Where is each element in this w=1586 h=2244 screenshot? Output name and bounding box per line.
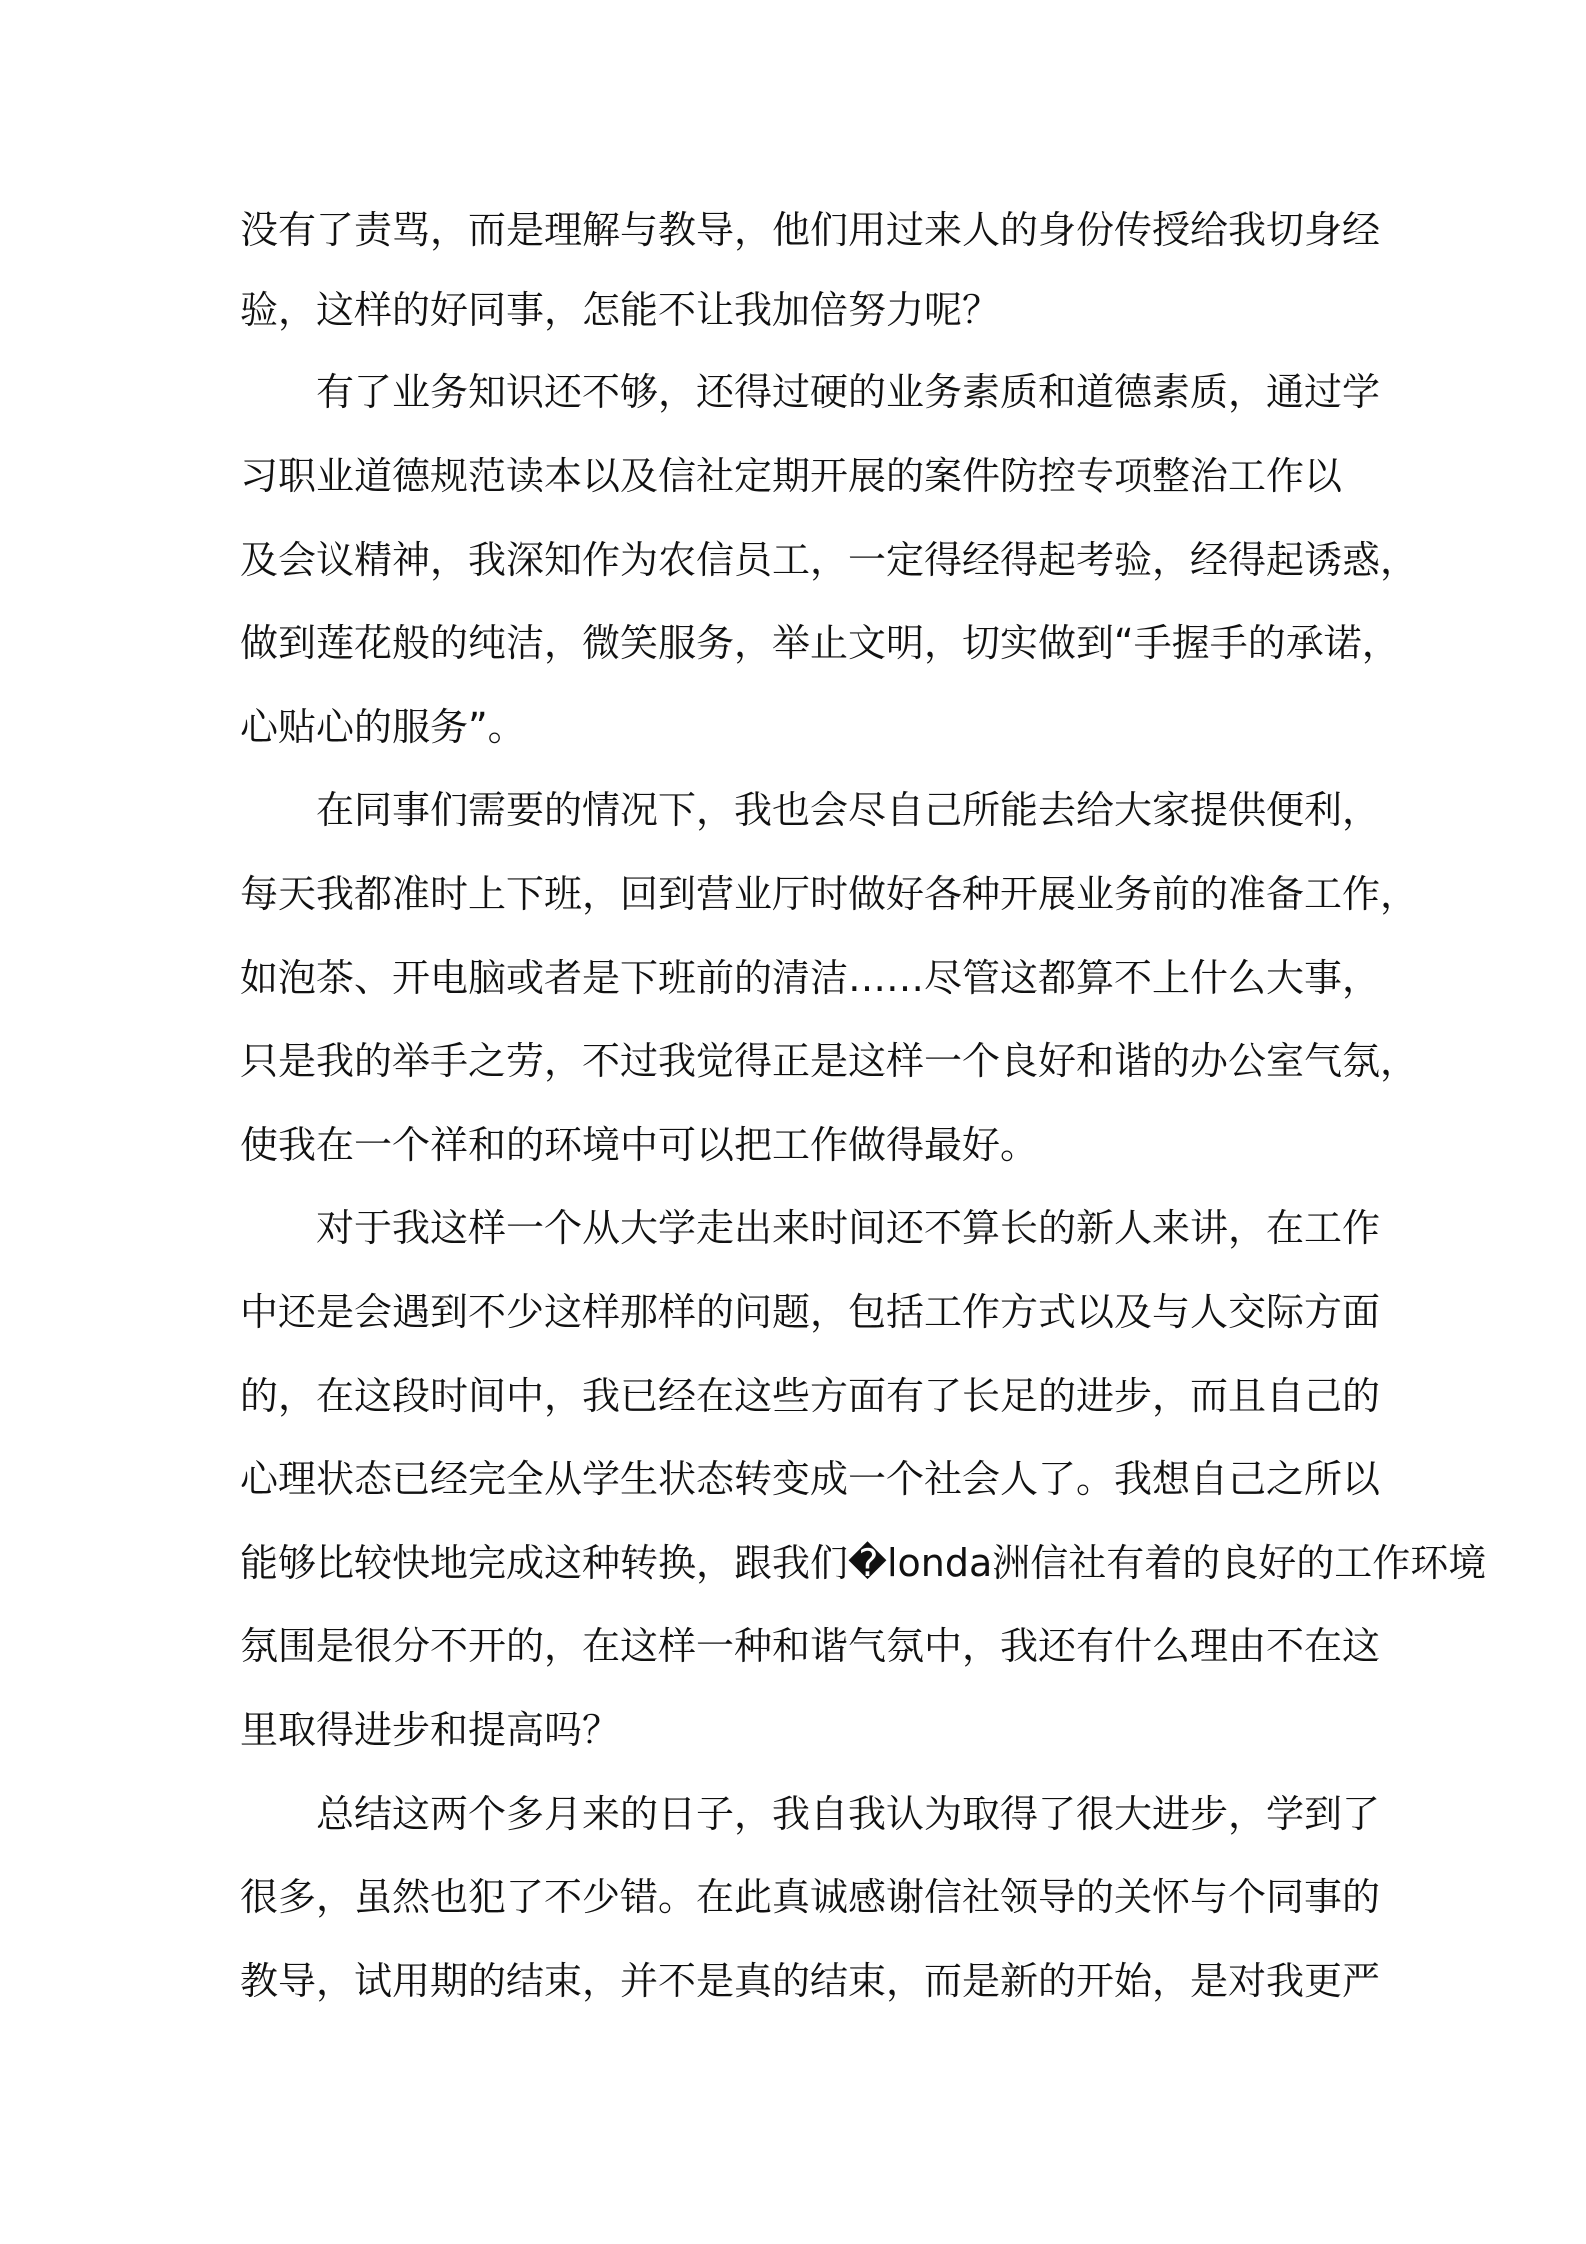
text-line: 没有了责骂，而是理解与教导，他们用过来人的身份传授给我切身经 bbox=[240, 208, 1381, 252]
text-line: 习职业道德规范读本以及信社定期开展的案件防控专项整治工作以 bbox=[240, 454, 1343, 498]
text-line: 的，在这段时间中，我已经在这些方面有了长足的进步，而且自己的 bbox=[240, 1374, 1381, 1418]
text-line: 心贴心的服务”。 bbox=[240, 705, 526, 749]
text-line: 及会议精神，我深知作为农信员工，一定得经得起考验，经得起诱惑， bbox=[240, 538, 1419, 582]
text-line: 做到莲花般的纯洁，微笑服务，举止文明，切实做到“手握手的承诺， bbox=[240, 621, 1400, 665]
text-line: 心理状态已经完全从学生状态转变成一个社会人了。我想自己之所以 bbox=[240, 1457, 1381, 1501]
text-line: 每天我都准时上下班，回到营业厅时做好各种开展业务前的准备工作， bbox=[240, 872, 1419, 916]
paragraph-first-line: 有了业务知识还不够，还得过硬的业务素质和道德素质，通过学 bbox=[316, 370, 1381, 414]
text-line: 验，这样的好同事，怎能不让我加倍努力呢？ bbox=[240, 288, 1001, 332]
text-line: 使我在一个祥和的环境中可以把工作做得最好。 bbox=[240, 1123, 1039, 1167]
text-line: 很多，虽然也犯了不少错。在此真诚感谢信社领导的关怀与个同事的 bbox=[240, 1875, 1381, 1919]
text-line: 里取得进步和提高吗？ bbox=[240, 1708, 621, 1752]
text-line: 如泡茶、开电脑或者是下班前的清洁……尽管这都算不上什么大事， bbox=[240, 956, 1381, 1000]
paragraph-first-line: 总结这两个多月来的日子，我自我认为取得了很大进步，学到了 bbox=[316, 1792, 1381, 1836]
paragraph-first-line: 在同事们需要的情况下，我也会尽自己所能去给大家提供便利， bbox=[316, 788, 1381, 832]
text-line: 中还是会遇到不少这样那样的问题，包括工作方式以及与人交际方面 bbox=[240, 1290, 1381, 1334]
text-line: 教导，试用期的结束，并不是真的结束，而是新的开始，是对我更严 bbox=[240, 1959, 1381, 2003]
paragraph-first-line: 对于我这样一个从大学走出来时间还不算长的新人来讲，在工作 bbox=[316, 1206, 1381, 1250]
text-line: 只是我的举手之劳，不过我觉得正是这样一个良好和谐的办公室气氛， bbox=[240, 1039, 1419, 1083]
text-line: 氛围是很分不开的，在这样一种和谐气氛中，我还有什么理由不在这 bbox=[240, 1624, 1381, 1668]
text-line: 能够比较快地完成这种转换，跟我们�londa洲信社有着的良好的工作环境 bbox=[240, 1541, 1487, 1585]
